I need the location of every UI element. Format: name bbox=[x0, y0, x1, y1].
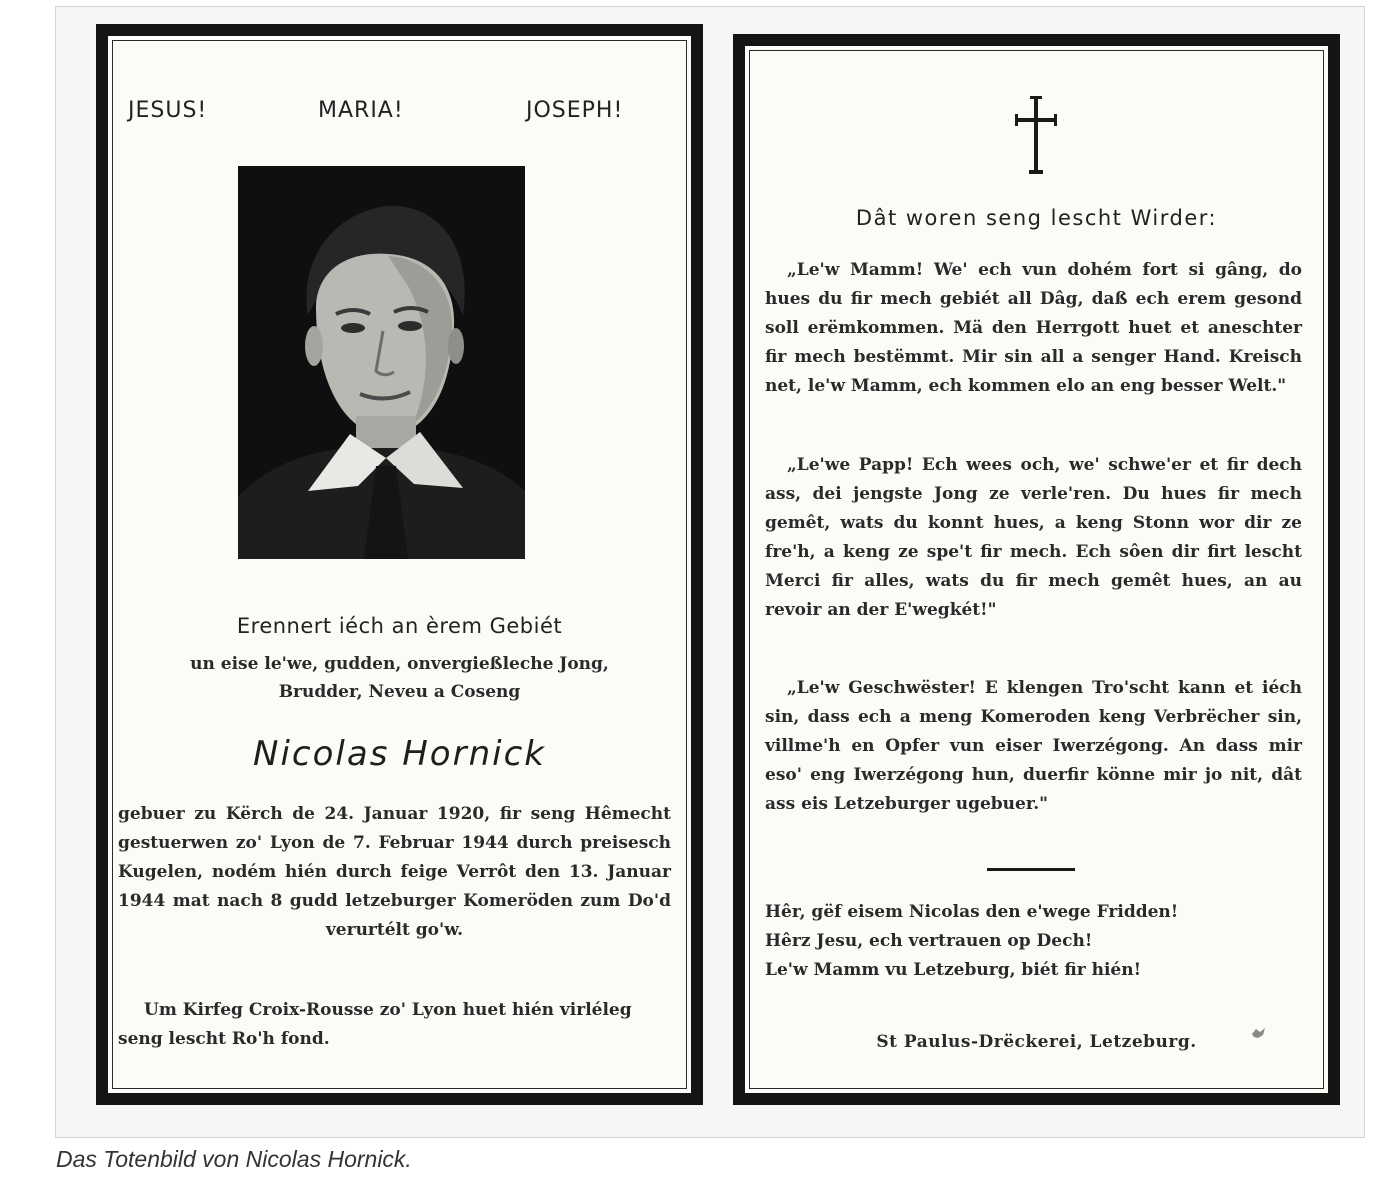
memorial-card-front bbox=[96, 24, 703, 1105]
invocation-jesus: JESUS! bbox=[128, 98, 208, 123]
remember-line: Brudder, Neveu a Coseng bbox=[278, 682, 521, 702]
invocation-maria: MARIA! bbox=[318, 98, 404, 123]
divider-rule bbox=[987, 868, 1075, 871]
portrait-photo bbox=[238, 166, 525, 559]
prayer-line: Hêr, gëf eisem Nicolas den e'wege Fridden! bbox=[765, 902, 1179, 922]
cross-icon bbox=[1011, 96, 1061, 176]
biography-text: gebuer zu Kërch de 24. Januar 1920, fir seng Hêmecht gestuerwen zo' Lyon de 7. Februar 1944 durch preisesch Kugelen, nodém hién durch feige Verrôt den 13. Januar 1944 mat nach 8 gudd letzeburger Komeröden zum Do'd verurtélt go'w. bbox=[118, 804, 671, 940]
remember-heading: Erennert iéch an èrem Gebiét bbox=[236, 614, 563, 638]
printer-credit: St Paulus-Drëckerei, Letzeburg. bbox=[876, 1032, 1197, 1052]
burial-text: Um Kirfeg Croix-Rousse zo' Lyon huet hién virléleg seng lescht Ro'h fond. bbox=[118, 1000, 632, 1049]
quote-mother: „Le'w Mamm! We' ech vun dohém fort si gâng, do hues du fir mech gebiét all Dâg, daß ech erem gesond soll erëmkommen. Mä den Herrgott huet et aneschter fir mech bestëmmt. Mir sin all a senger Hand. Kreisch net, le'w Mamm, ech kommen elo an eng besser Welt." bbox=[765, 260, 1302, 396]
ink-speck bbox=[1250, 1026, 1268, 1040]
prayer-line: Le'w Mamm vu Letzeburg, biét fir hién! bbox=[765, 960, 1142, 980]
last-words-heading: Dât woren seng lescht Wirder: bbox=[855, 206, 1218, 230]
prayers bbox=[765, 898, 1308, 985]
remember-line: un eise le'we, gudden, onvergießleche Jong, bbox=[190, 654, 609, 674]
quote-father: „Le'we Papp! Ech wees och, we' schwe'er et fir dech ass, dei jengste Jong ze verle'ren. Du hues fir mech gemêt, wats du konnt hues, a keng Stonn wor dir ze fre'h, a keng ze spe't fir mech. Ech sôen dir firt lescht Merci fir alles, wats du fir mech gemêt hues, an au revoir an der E'wegkét!" bbox=[765, 455, 1302, 620]
remember-lines bbox=[122, 650, 677, 706]
memorial-card-back bbox=[733, 34, 1340, 1105]
portrait-drawing bbox=[238, 166, 525, 559]
prayer-line: Hêrz Jesu, ech vertrauen op Dech! bbox=[765, 931, 1093, 951]
invocation-joseph: JOSEPH! bbox=[526, 98, 624, 123]
image-caption: Das Totenbild von Nicolas Hornick. bbox=[56, 1146, 412, 1172]
quote-siblings: „Le'w Geschwëster! E klengen Tro'scht kann et iéch sin, dass ech a meng Komeroden keng Verbrëcher sin, villme'h en Opfer vun eiser Iwerzégong. An dass mir eso' eng Iwerzégong hun, duerfir könne mir jo nit, dât ass eis Letzeburger ugebuer." bbox=[765, 678, 1302, 814]
deceased-name: Nicolas Hornick bbox=[253, 734, 546, 774]
